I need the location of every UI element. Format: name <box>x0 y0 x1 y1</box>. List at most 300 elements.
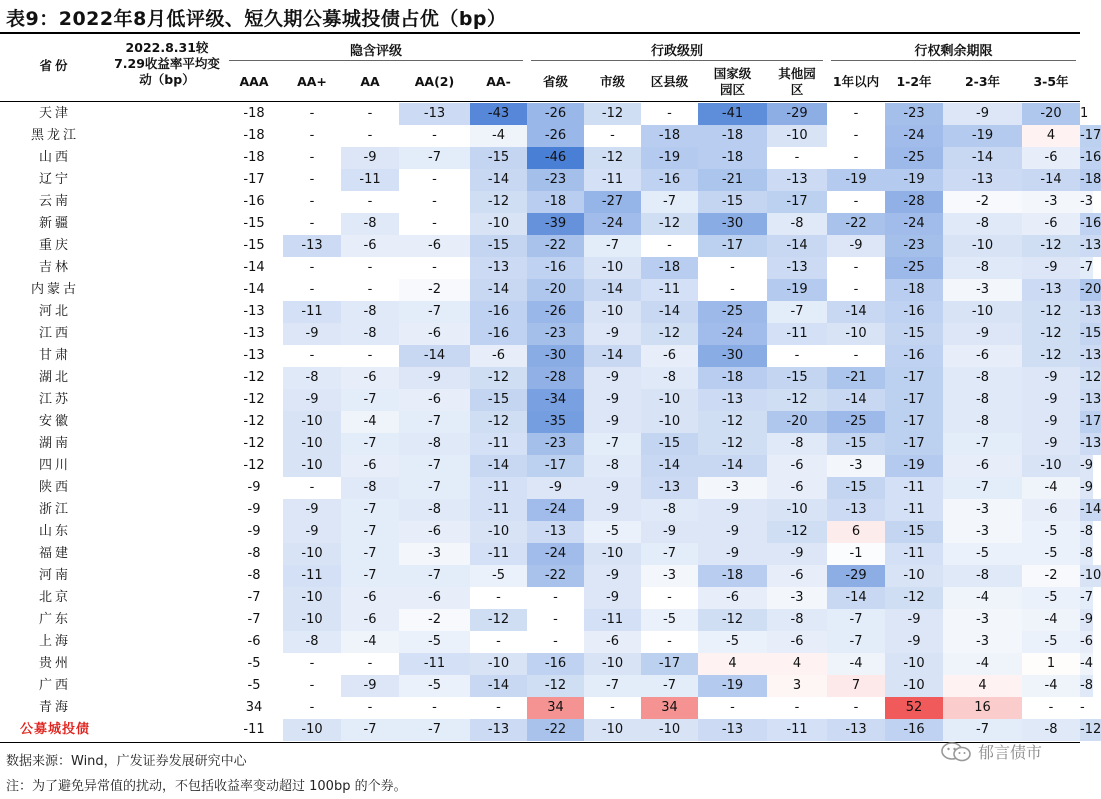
table-cell: -6 <box>399 323 470 345</box>
table-cell: -2 <box>399 609 470 631</box>
header-col-5: 省级 <box>542 74 568 89</box>
table-cell: -17 <box>243 172 265 187</box>
table-cell: -16 <box>885 345 943 367</box>
table-cell: - <box>853 282 859 297</box>
group-underline-1 <box>531 60 823 61</box>
table-cell: - <box>794 700 800 715</box>
row-label-province: 江苏 <box>38 392 71 407</box>
table-cell: -16 <box>1080 213 1101 235</box>
table-cell: -6 <box>341 455 399 477</box>
table-cell: -23 <box>527 323 584 345</box>
row-label-province: 甘肃 <box>38 348 71 363</box>
table-cell: -13 <box>1080 345 1101 367</box>
table-cell: -12 <box>470 191 527 213</box>
table-cell: -7 <box>1080 587 1093 609</box>
table-cell: -7 <box>827 609 885 631</box>
table-cell: -10 <box>943 235 1022 257</box>
table-cell: -7 <box>584 433 641 455</box>
row-label-province: 贵州 <box>38 656 71 671</box>
table-cell: -9 <box>943 103 1022 125</box>
table-cell: -8 <box>641 499 698 521</box>
header-col-13: 3-5年 <box>1033 74 1069 89</box>
table-cell: - <box>553 590 558 605</box>
table-cell: -11 <box>470 477 527 499</box>
table-cell: - <box>309 194 315 209</box>
table-cell: - <box>367 128 373 143</box>
table-cell: -35 <box>527 411 584 433</box>
table-cell: -8 <box>943 565 1022 587</box>
table-cell: -7 <box>767 301 827 323</box>
table-cell: -18 <box>698 147 767 169</box>
table-cell: -7 <box>341 499 399 521</box>
table-cell: 4 <box>698 653 767 675</box>
table-cell: -11 <box>283 565 341 587</box>
table-cell: -9 <box>584 565 641 587</box>
table-cell: -11 <box>584 169 641 191</box>
table-cell: -14 <box>767 235 827 257</box>
table-cell: -24 <box>885 125 943 147</box>
header-col-2: AA <box>360 74 380 89</box>
table-cell: -14 <box>470 455 527 477</box>
table-cell: -19 <box>767 279 827 301</box>
table-cell: -15 <box>698 191 767 213</box>
table-cell: -12 <box>698 411 767 433</box>
table-cell: -12 <box>1022 235 1080 257</box>
table-cell: -10 <box>641 719 698 741</box>
table-cell: -5 <box>698 631 767 653</box>
table-cell: - <box>309 216 315 231</box>
table-cell: -14 <box>399 345 470 367</box>
table-cell: -18 <box>243 106 265 121</box>
row-label-province: 江西 <box>38 326 71 341</box>
table-cell: -19 <box>885 455 943 477</box>
table-cell: -10 <box>641 389 698 411</box>
table-cell: -12 <box>885 587 943 609</box>
table-cell: -16 <box>527 257 584 279</box>
table-cell: -8 <box>1022 719 1080 741</box>
group-underline-2 <box>831 60 1076 61</box>
row-label-province: 内蒙古 <box>30 282 79 297</box>
header-col-8: 国家级 园区 <box>713 66 752 97</box>
table-cell: -11 <box>341 169 399 191</box>
table-cell: - <box>667 634 672 649</box>
table-cell: -24 <box>584 213 641 235</box>
table-cell: -7 <box>399 455 470 477</box>
table-cell: -9 <box>1022 433 1080 455</box>
table-cell: - <box>309 150 315 165</box>
table-cell: -14 <box>584 345 641 367</box>
table-cell: -17 <box>885 367 943 389</box>
table-cell: -9 <box>885 609 943 631</box>
table-cell: -30 <box>527 345 584 367</box>
table-cell: 6 <box>827 521 885 543</box>
table-cell: -5 <box>943 543 1022 565</box>
group-underline-0 <box>229 60 523 61</box>
table-cell: -3 <box>399 543 470 565</box>
table-cell: -8 <box>341 213 399 235</box>
row-label-province: 天津 <box>38 106 71 121</box>
row-label-province: 陕西 <box>38 480 71 495</box>
table-cell: -5 <box>470 565 527 587</box>
table-cell: -6 <box>1022 213 1080 235</box>
table-cell: -9 <box>885 631 943 653</box>
table-cell: - <box>730 260 735 275</box>
table-cell: -10 <box>641 411 698 433</box>
table-cell: -6 <box>767 631 827 653</box>
table-cell: -9 <box>1080 609 1093 631</box>
header-group-1: 行政级别 <box>650 44 703 59</box>
table-cell: -20 <box>1080 279 1101 301</box>
table-cell: -9 <box>1022 367 1080 389</box>
table-cell: - <box>553 612 558 627</box>
table-cell: -9 <box>283 323 341 345</box>
table-cell: -9 <box>584 477 641 499</box>
table-cell: 34 <box>527 697 584 719</box>
table-cell: -5 <box>1022 587 1080 609</box>
table-cell: -6 <box>767 455 827 477</box>
table-cell: -9 <box>247 480 261 495</box>
table-cell: -4 <box>1022 477 1080 499</box>
table-cell: -23 <box>885 235 943 257</box>
table-cell: -12 <box>243 436 265 451</box>
table-cell: -9 <box>247 502 261 517</box>
table-cell: -7 <box>399 477 470 499</box>
table-cell: -10 <box>1022 455 1080 477</box>
table-cell: -10 <box>470 521 527 543</box>
table-cell: -7 <box>943 433 1022 455</box>
table-cell: -11 <box>885 543 943 565</box>
table-cell: -7 <box>399 411 470 433</box>
table-cell: -7 <box>341 719 399 741</box>
table-cell: -10 <box>584 257 641 279</box>
table-cell: -18 <box>243 150 265 165</box>
table-cell: -6 <box>399 235 470 257</box>
table-cell: -13 <box>1080 433 1101 455</box>
table-cell: -19 <box>885 169 943 191</box>
table-cell: - <box>1048 700 1054 715</box>
table-cell: -4 <box>470 125 527 147</box>
table-cell: -10 <box>283 719 341 741</box>
table-cell: -11 <box>470 543 527 565</box>
table-cell: -6 <box>943 455 1022 477</box>
table-cell: - <box>496 590 501 605</box>
table-cell: -16 <box>470 301 527 323</box>
table-cell: -8 <box>584 455 641 477</box>
table-cell: -9 <box>1022 389 1080 411</box>
table-cell: -16 <box>1080 147 1101 169</box>
table-cell: -25 <box>885 147 943 169</box>
header-col-10: 1年以内 <box>832 74 880 89</box>
table-cell: -7 <box>341 389 399 411</box>
table-cell: -30 <box>698 213 767 235</box>
table-cell: - <box>309 348 315 363</box>
table-cell: -25 <box>885 257 943 279</box>
table-cell: 1 <box>1080 103 1088 125</box>
table-cell: - <box>553 634 558 649</box>
table-cell: 4 <box>1022 125 1080 147</box>
table-cell: -15 <box>470 389 527 411</box>
row-label-province: 广西 <box>38 678 71 693</box>
table-cell: -22 <box>527 565 584 587</box>
table-cell: -10 <box>283 433 341 455</box>
table-cell: - <box>309 678 315 693</box>
table-cell: -46 <box>527 147 584 169</box>
table-cell: - <box>730 700 735 715</box>
table-cell: -24 <box>527 543 584 565</box>
table-cell: 34 <box>245 700 263 715</box>
header-col-4: AA- <box>486 74 511 89</box>
table-cell: - <box>853 128 859 143</box>
table-cell: -9 <box>827 235 885 257</box>
table-cell: -13 <box>470 719 527 741</box>
table-cell: -10 <box>885 653 943 675</box>
table-cell: -4 <box>1080 653 1093 675</box>
table-cell: -4 <box>1022 609 1080 631</box>
table-cell: -6 <box>470 345 527 367</box>
table-cell: -12 <box>1080 367 1101 389</box>
table-cell: -12 <box>584 147 641 169</box>
table-cell: -5 <box>1022 521 1080 543</box>
table-cell: -9 <box>767 543 827 565</box>
row-label-province: 浙江 <box>38 502 71 517</box>
table-cell: -12 <box>584 103 641 125</box>
table-cell: -14 <box>827 301 885 323</box>
table-cell: - <box>853 150 859 165</box>
table-cell: -9 <box>584 323 641 345</box>
row-label-province: 北京 <box>38 590 71 605</box>
table-cell: -41 <box>698 103 767 125</box>
table-cell: -9 <box>641 521 698 543</box>
table-cell: -17 <box>885 433 943 455</box>
table-cell: -8 <box>341 323 399 345</box>
table-cell: -15 <box>470 235 527 257</box>
table-cell: -8 <box>943 389 1022 411</box>
table-cell: - <box>432 128 437 143</box>
header-col-3: AA(2) <box>414 74 455 89</box>
table-cell: -8 <box>341 301 399 323</box>
table-cell: -8 <box>767 433 827 455</box>
table-cell: -9 <box>1080 477 1093 499</box>
table-cell: 1 <box>1022 653 1080 675</box>
table-cell: -25 <box>698 301 767 323</box>
table-cell: -14 <box>698 455 767 477</box>
table-cell: -28 <box>885 191 943 213</box>
table-cell: -20 <box>1022 103 1080 125</box>
table-cell: -14 <box>827 389 885 411</box>
table-cell: -17 <box>1080 125 1101 147</box>
table-cell: -28 <box>527 367 584 389</box>
table-cell: -3 <box>1022 191 1080 213</box>
table-cell: - <box>730 282 735 297</box>
table-cell: -4 <box>943 587 1022 609</box>
table-cell: -17 <box>698 235 767 257</box>
table-cell: - <box>367 656 373 671</box>
table-cell: -17 <box>641 653 698 675</box>
watermark-text: 郁言债市 <box>977 743 1042 762</box>
table-cell: 52 <box>885 697 943 719</box>
table-cell: -24 <box>698 323 767 345</box>
row-label-province: 青海 <box>38 700 71 715</box>
table-cell: -13 <box>283 235 341 257</box>
table-cell: -13 <box>767 257 827 279</box>
table-cell: -6 <box>584 631 641 653</box>
table-cell: -7 <box>641 191 698 213</box>
table-cell: -14 <box>827 587 885 609</box>
table-cell: -10 <box>885 675 943 697</box>
table-cell: -29 <box>767 103 827 125</box>
table-cell: -15 <box>885 323 943 345</box>
table-cell: -20 <box>527 279 584 301</box>
table-cell: -27 <box>584 191 641 213</box>
table-cell: -1 <box>827 543 885 565</box>
table-cell: -23 <box>885 103 943 125</box>
table-cell: -12 <box>243 370 265 385</box>
table-cell: - <box>309 106 315 121</box>
table-cell: -7 <box>827 631 885 653</box>
table-cell: -18 <box>885 279 943 301</box>
table-cell: -9 <box>1080 455 1093 477</box>
table-cell: -22 <box>527 235 584 257</box>
table-cell: -12 <box>1022 345 1080 367</box>
table-cell: -4 <box>341 411 399 433</box>
table-cell: - <box>1080 700 1085 715</box>
table-cell: - <box>309 480 315 495</box>
table-cell: - <box>432 194 437 209</box>
table-cell: -12 <box>767 521 827 543</box>
header-col-0: AAA <box>239 74 269 89</box>
table-cell: -6 <box>698 587 767 609</box>
table-cell: -13 <box>243 304 265 319</box>
table-cell: -18 <box>1080 169 1101 191</box>
table-cell: -8 <box>341 477 399 499</box>
table-cell: -8 <box>399 433 470 455</box>
table-cell: -7 <box>399 301 470 323</box>
table-title: 表9：2022年8月低评级、短久期公募城投债占优（bp） <box>6 8 507 30</box>
table-cell: -10 <box>470 213 527 235</box>
table-cell: -43 <box>470 103 527 125</box>
table-cell: -9 <box>283 521 341 543</box>
table-cell: -3 <box>943 521 1022 543</box>
table-cell: -3 <box>943 499 1022 521</box>
table-cell: -12 <box>698 433 767 455</box>
row-label-province: 湖北 <box>38 370 71 385</box>
table-cell: -9 <box>584 389 641 411</box>
row-label-province: 吉林 <box>38 260 71 275</box>
table-cell: -13 <box>1080 235 1101 257</box>
table-cell: -8 <box>247 568 261 583</box>
table-cell: -9 <box>341 147 399 169</box>
table-cell: -8 <box>943 411 1022 433</box>
table-cell: -8 <box>641 367 698 389</box>
table-cell: -13 <box>698 719 767 741</box>
table-cell: - <box>610 700 615 715</box>
table-cell: -16 <box>470 323 527 345</box>
table-cell: - <box>309 128 315 143</box>
table-cell: -24 <box>885 213 943 235</box>
table-cell: - <box>367 282 373 297</box>
table-cell: - <box>367 348 373 363</box>
table-cell: 34 <box>641 697 698 719</box>
table-cell: -7 <box>399 719 470 741</box>
table-cell: -6 <box>767 477 827 499</box>
table-cell: -12 <box>470 411 527 433</box>
header-col-9: 其他园 区 <box>778 66 816 97</box>
table-cell: -13 <box>827 719 885 741</box>
footnote: 注：为了避免异常值的扰动，不包括收益率变动超过 100bp 的个券。 <box>6 779 407 794</box>
table-cell: -25 <box>827 411 885 433</box>
table-cell: - <box>667 106 672 121</box>
header-province: 省份 <box>39 58 71 73</box>
table-cell: -7 <box>341 433 399 455</box>
table-cell: -9 <box>698 543 767 565</box>
table-cell: -3 <box>943 279 1022 301</box>
table-cell: -9 <box>527 477 584 499</box>
table-cell: -3 <box>943 609 1022 631</box>
table-cell: -14 <box>470 675 527 697</box>
table-cell: -11 <box>283 301 341 323</box>
row-label-province: 山东 <box>38 524 71 539</box>
table-cell: -11 <box>470 433 527 455</box>
table-cell: -11 <box>767 323 827 345</box>
table-cell: -8 <box>1080 675 1093 697</box>
table-cell: -7 <box>943 477 1022 499</box>
table-cell: -9 <box>584 587 641 609</box>
table-cell: -8 <box>283 367 341 389</box>
wechat-icon <box>940 741 972 763</box>
table-cell: -7 <box>584 235 641 257</box>
table-cell: -3 <box>698 477 767 499</box>
header-group-0: 隐含评级 <box>349 44 402 59</box>
table-cell: -9 <box>698 521 767 543</box>
table-cell: -23 <box>527 433 584 455</box>
table-cell: -12 <box>1080 719 1101 741</box>
table-cell: - <box>367 260 373 275</box>
table-cell: -13 <box>1080 389 1101 411</box>
table-cell: -5 <box>399 631 470 653</box>
row-label-province: 山西 <box>38 150 71 165</box>
top-rule <box>0 32 1080 34</box>
table-cell: -4 <box>827 653 885 675</box>
table-cell: -7 <box>584 675 641 697</box>
table-cell: -19 <box>943 125 1022 147</box>
table-cell: -2 <box>399 279 470 301</box>
table-cell: -13 <box>641 477 698 499</box>
table-cell: -12 <box>641 323 698 345</box>
table-cell: -13 <box>243 326 265 341</box>
table-cell: -5 <box>641 609 698 631</box>
table-cell: -14 <box>641 301 698 323</box>
table-cell: - <box>309 172 315 187</box>
table-cell: -15 <box>243 238 265 253</box>
table-cell: 3 <box>767 675 827 697</box>
table-cell: -7 <box>641 543 698 565</box>
table-cell: -22 <box>827 213 885 235</box>
row-label-province: 黑龙江 <box>30 128 79 143</box>
table-cell: -26 <box>527 301 584 323</box>
row-label-province: 云南 <box>38 194 71 209</box>
table-cell: -9 <box>943 323 1022 345</box>
row-label-province: 湖南 <box>38 436 71 451</box>
row-label-province: 安徽 <box>38 414 71 429</box>
table-cell: -10 <box>584 719 641 741</box>
table-cell: 7 <box>827 675 885 697</box>
table-cell: -14 <box>1080 499 1101 521</box>
header-col-6: 市级 <box>599 74 625 89</box>
table-cell: -9 <box>1022 411 1080 433</box>
table-cell: -13 <box>767 169 827 191</box>
table-cell: -5 <box>399 675 470 697</box>
table-cell: - <box>853 106 859 121</box>
